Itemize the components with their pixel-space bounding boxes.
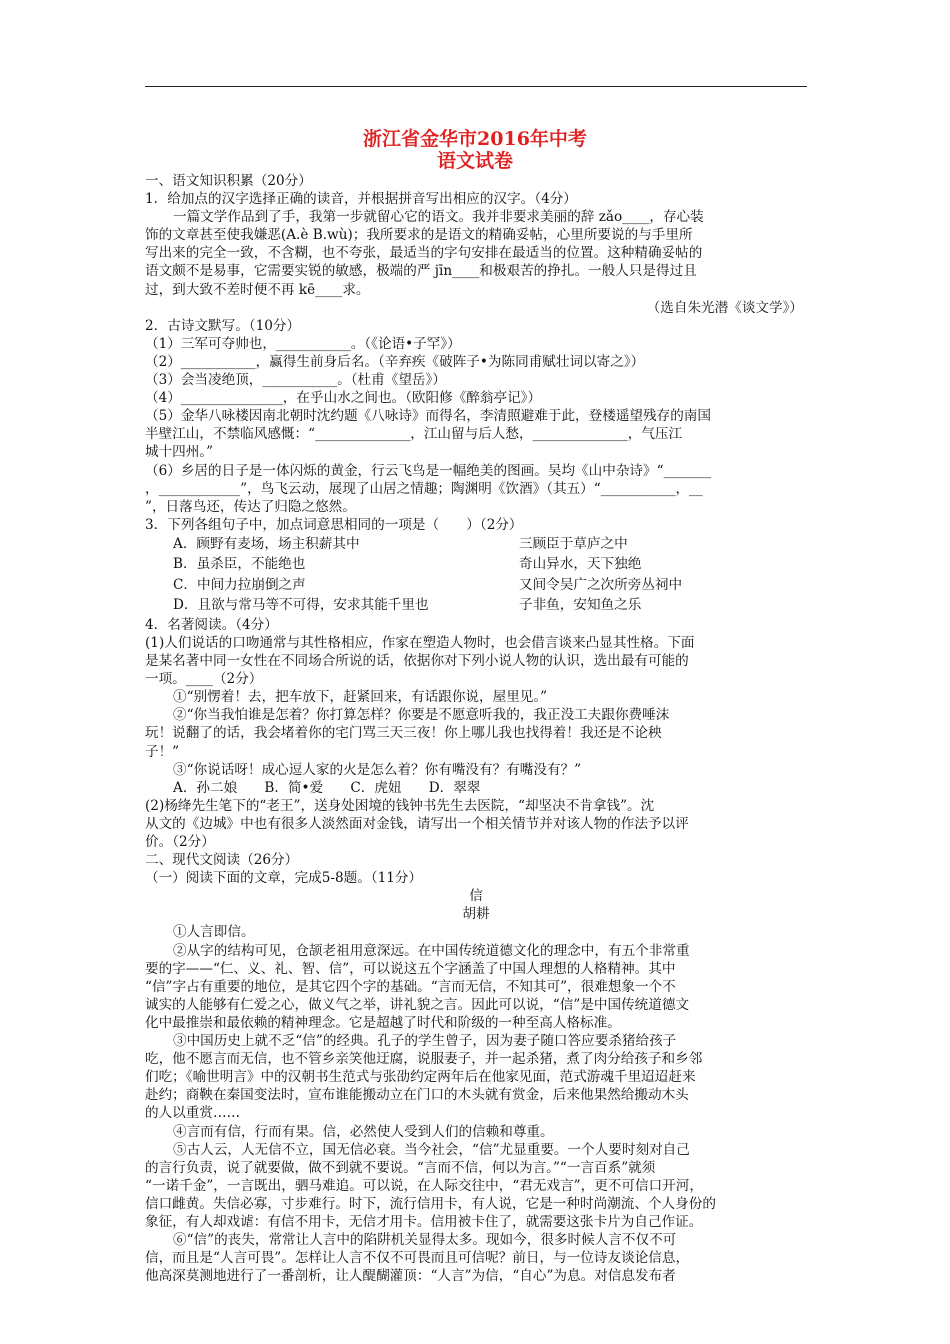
option-d-left: D．且欲与常马等不可得，安求其能千里也 xyxy=(173,597,429,614)
quote-line: 子！” xyxy=(145,743,180,760)
question-2-line: （3）会当凌绝顶，___________。（杜甫《望岳》） xyxy=(145,372,446,389)
question-2-line: （1）三军可夺帅也，___________。（《论语•子罕》） xyxy=(145,335,461,352)
question-3-prompt: 3．下列各组句子中，加点词意思相同的一项是（ ）（2分） xyxy=(145,516,523,533)
passage-source: （选自朱光潜《谈文学》） xyxy=(646,299,803,316)
article-line: 赴约；商鞅在秦国变法时，宣布谁能搬动立在门口的木头就有赏金，后来他果然给搬动木头 xyxy=(145,1087,689,1104)
question-4-part2: 从文的《边城》中也有很多人淡然面对金钱，请写出一个相关情节并对该人物的作法予以评 xyxy=(145,815,689,832)
option-row-d xyxy=(145,595,807,616)
passage-line: 语文颇不是易事，它需要实锐的敏感，极端的严 jīn____和极艰苦的挣扎。一般人只是得过且 xyxy=(145,263,697,280)
article-line: 吃，他不愿言而无信，也不管乡亲笑他迂腐，说服妻子，并一起杀猪，煮了肉分给孩子和乡邻 xyxy=(145,1051,703,1068)
article-line: 化中最推崇和最依赖的精神理念。它是超越了时代和阶级的一种至高人格标准。 xyxy=(145,1014,621,1031)
option-row-c xyxy=(145,575,807,596)
article-author: 胡耕 xyxy=(462,906,490,923)
question-4-line: (1)人们说话的口吻通常与其性格相应，作家在塑造人物时，也会借言谈来凸显其性格。下面 xyxy=(145,634,695,651)
article-line: ③中国历史上就不乏“信”的经典。孔子的学生曾子，因为妻子随口答应要杀猪给孩子 xyxy=(173,1033,677,1050)
option-d-right: 子非鱼，安知鱼之乐 xyxy=(519,597,642,614)
article-line: ②从字的结构可见，仓颉老祖用意深远。在中国传统道德文化的理念中，有五个非常重 xyxy=(173,942,690,959)
article-line: 们吃；《喻世明言》中的汉朝书生范式与张劭约定两年后在他家见面，范式游魂千里迢迢赶来 xyxy=(145,1069,696,1086)
article-line: ①人言即信。 xyxy=(173,924,255,941)
exam-title: 浙江省金华市2016年中考 xyxy=(363,128,587,150)
quote-line: ③“你说话呀！成心逗人家的火是怎么着？你有嘴没有？有嘴没有？” xyxy=(173,761,582,778)
passage-line: 写出来的完全一致，不含糊，也不夸张，最适当的字句安排在最适当的位置。这种精确妥帖的 xyxy=(145,245,703,262)
section-heading: 一、语文知识积累（20分） xyxy=(145,173,312,189)
article-line: 信，而且是“人言可畏”。怎样让人言不仅不可畏而且可信呢？前日，与一位诗友谈论信息， xyxy=(145,1250,690,1267)
question-4-line: 是某名著中同一女性在不同场合所说的话，依据你对下列小说人物的认识，选出最有可能的 xyxy=(145,653,689,670)
option-a-left: A．顾野有麦场，场主积薪其中 xyxy=(173,535,360,552)
option-row-b xyxy=(145,554,807,575)
article-line: ⑥“信”的丧失，常常让人言中的陷阱机关显得太多。现如今，很多时候人言不仅不可 xyxy=(173,1232,677,1249)
option-a-right: 三顾臣于草庐之中 xyxy=(519,535,628,552)
passage-line: 饰的文章甚至使我嫌恶(A.è B.wù)；我所要求的是语文的精确妥帖，心里所要说的与手里所 xyxy=(145,227,693,244)
answer-choices: A．孙二娘 B．简•爱 C．虎妞 D．翠翠 xyxy=(173,779,481,796)
question-4-part2: 价。（2分） xyxy=(145,834,215,850)
question-2-line: （4）_______________，在乎山水之间也。（欧阳修《醉翁亭记》） xyxy=(145,390,542,407)
question-2-line: 半壁江山，不禁临风感慨：“______________，江山留与后人愁，______________，气压江 xyxy=(145,426,683,443)
option-c-right: 又间令吴广之次所旁丛祠中 xyxy=(519,576,683,593)
passage-line: 过，到大致不差时便不再 kē____求。 xyxy=(145,281,370,298)
header-rule xyxy=(145,86,807,87)
question-2-line: ”，日落鸟还，传达了归隐之悠然。 xyxy=(145,498,356,515)
question-4-line: 一项。____（2分） xyxy=(145,671,263,688)
quote-line: 玩！说翻了的话，我会堵着你的宅门骂三天三夜！你上哪儿我也找得着！我还是不论秧 xyxy=(145,725,662,742)
article-body xyxy=(145,923,807,1285)
question-4-part2: (2)杨绛先生笔下的“老王”，送身处困境的钱钟书先生去医院，“却坚决不肯拿钱”。沈 xyxy=(145,797,655,814)
quote-line: ②“你当我怕谁是怎着？你打算怎样？你要是不愿意听我的，我正没工夫跟你费唾沫 xyxy=(173,707,670,724)
article-line: ④言而有信，行而有果。信，必然使人受到人们的信赖和尊重。 xyxy=(173,1123,554,1140)
quote-line: ①“别愣着！去，把车放下，赶紧回来，有话跟你说，屋里见。” xyxy=(173,689,548,706)
article-line: “一诺千金”，一言既出，驷马难追。可以说，在人际交往中，“君无戏言”，更不可信口开河， xyxy=(145,1177,703,1194)
exam-body xyxy=(145,172,807,1285)
option-row-a xyxy=(145,534,807,555)
article-line: 的言行负责，说了就要做，做不到就不要说。“言而不信，何以为言。”“一言百系”就须 xyxy=(145,1159,656,1176)
article-line: 信口雌黄。失信必寡，寸步难行。时下，流行信用卡，有人说，它是一种时尚潮流、个人身份的 xyxy=(145,1195,716,1212)
option-c-left: C．中间力拉崩倒之声 xyxy=(173,576,306,593)
question-2-line: 2．古诗文默写。（10分） xyxy=(145,317,301,334)
article-title: 信 xyxy=(469,888,483,905)
article-line: 他高深莫测地进行了一番剖析，让人醍醐灌顶：“人言”为信，“自心”为息。对信息发布者 xyxy=(145,1268,676,1285)
article-line: 象征，有人却戏谑：有信不用卡，无信才用卡。信用被卡住了，就需要这张卡片为自己作证。 xyxy=(145,1213,703,1230)
question-2-line: （2）___________，赢得生前身后名。（辛弃疾《破阵子•为陈同甫赋壮词以寄之》） xyxy=(145,353,645,370)
question-2-line: （5）金华八咏楼因南北朝时沈约题《八咏诗》而得名，李清照避难于此，登楼遥望残存的南国 xyxy=(145,408,711,425)
question-2-line: 城十四州。” xyxy=(145,444,214,461)
option-b-right: 奇山异水，天下独绝 xyxy=(519,556,642,573)
question-1-prompt: 1．给加点的汉字选择正确的读音，并根据拼音写出相应的汉字。（4分） xyxy=(145,191,577,208)
article-line: 要的字——“仁、义、礼、智、信”，可以说这五个字涵盖了中国人理想的人格精神。其中 xyxy=(145,960,676,977)
section-heading: 二、现代文阅读（26分） xyxy=(145,852,299,869)
article-line: 诚实的人能够有仁爱之心，做义气之举，讲礼貌之言。因此可以说，“信”是中国传统道德文 xyxy=(145,996,690,1013)
question-2-line: ，____________”，鸟飞云动，展现了山居之情趣；陶渊明《饮酒》（其五）“___________，__ xyxy=(145,480,703,497)
passage-line: 一篇文学作品到了手，我第一步就留心它的语文。我并非要求美丽的辞 zǎo____，存心装 xyxy=(173,209,704,226)
article-line: 的人以重赏…… xyxy=(145,1105,241,1122)
question-4-line: 4．名著阅读。（4分） xyxy=(145,616,278,633)
article-line: ⑤古人云，人无信不立，国无信必衰。当今社会，“信”尤显重要。一个人要时刻对自己 xyxy=(173,1141,690,1158)
option-b-left: B．虽杀臣，不能绝也 xyxy=(173,556,306,573)
exam-subtitle: 语文试卷 xyxy=(436,150,513,172)
question-2-line: （6）乡居的日子是一体闪烁的黄金，行云飞鸟是一幅绝美的图画。吴均《山中杂诗》“_______ xyxy=(145,462,712,479)
subsection-heading: （一）阅读下面的文章，完成5-8题。（11分） xyxy=(145,870,423,887)
article-line: “信”字占有重要的地位，是其它四个字的基础。“言而无信，不知其可”，很难想象一个不 xyxy=(145,978,676,995)
